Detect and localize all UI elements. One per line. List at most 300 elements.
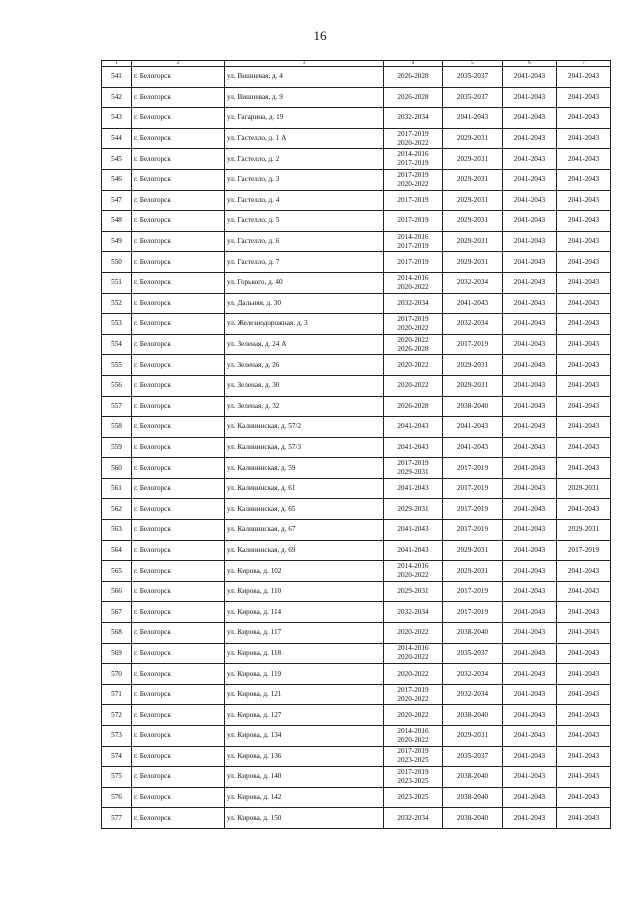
- row-city: г. Белогорск: [132, 540, 225, 561]
- period-value: 2038-2040: [456, 628, 489, 637]
- row-number: 549: [102, 231, 132, 252]
- period-value: 2017-2019: [397, 241, 429, 250]
- row-period-c7: [557, 581, 611, 602]
- period-value: 2017-2019: [456, 484, 489, 493]
- row-number: 575: [102, 767, 132, 788]
- period-value: 2041-2043: [513, 751, 546, 760]
- row-city: г. Белогорск: [132, 499, 225, 520]
- column-header: 6: [503, 61, 557, 67]
- period-value: 2041-2043: [513, 422, 546, 431]
- row-period-c6: [503, 169, 557, 190]
- period-value: 2041-2043: [513, 401, 546, 410]
- period-value: 2020-2022: [397, 694, 429, 703]
- row-number: 550: [102, 252, 132, 273]
- period-value: 2041-2043: [513, 195, 546, 204]
- row-city: г. Белогорск: [132, 746, 225, 767]
- row-address: ул. Калининская, д. 57/3: [225, 437, 384, 458]
- row-period-c6: [503, 334, 557, 355]
- row-period-c7: [557, 149, 611, 170]
- period-value: 2020-2022: [397, 735, 429, 744]
- period-value: 2041-2043: [567, 257, 600, 266]
- row-period-c7: [557, 684, 611, 705]
- row-address: ул. Калининская, д. 57/2: [225, 417, 384, 438]
- row-period-c6: [503, 561, 557, 582]
- row-address: ул. Гастелло, д. 5: [225, 211, 384, 232]
- period-value: 2041-2043: [513, 690, 546, 699]
- row-period-c5: [443, 561, 503, 582]
- period-value: 2041-2043: [567, 628, 600, 637]
- row-city: г. Белогорск: [132, 808, 225, 829]
- row-period-c6: [503, 746, 557, 767]
- row-number: 572: [102, 705, 132, 726]
- period-value: 2041-2043: [567, 751, 600, 760]
- row-period-c4: [384, 272, 443, 293]
- row-period-c7: [557, 767, 611, 788]
- row-period-c5: [443, 314, 503, 335]
- row-address: ул. Зеленая, д. 24 А: [225, 334, 384, 355]
- table-row: [102, 396, 611, 417]
- row-period-c4: [384, 437, 443, 458]
- period-value: 2014-2016: [397, 273, 429, 282]
- row-number: 543: [102, 108, 132, 129]
- row-period-c4: [384, 581, 443, 602]
- row-period-c7: [557, 664, 611, 685]
- row-address: ул. Кирова, д. 102: [225, 561, 384, 582]
- table-row: [102, 211, 611, 232]
- row-address: ул. Кирова, д. 110: [225, 581, 384, 602]
- row-city: г. Белогорск: [132, 478, 225, 499]
- period-value: 2041-2043: [567, 669, 600, 678]
- row-number: 562: [102, 499, 132, 520]
- row-period-c5: [443, 643, 503, 664]
- row-period-c6: [503, 67, 557, 88]
- row-period-c5: [443, 396, 503, 417]
- period-value: 2017-2019: [397, 216, 429, 225]
- table-row: [102, 272, 611, 293]
- period-value: 2026-2028: [397, 72, 429, 81]
- row-period-c6: [503, 767, 557, 788]
- row-address: ул. Гагарина, д. 19: [225, 108, 384, 129]
- row-period-c4: [384, 540, 443, 561]
- table-row: [102, 664, 611, 685]
- row-address: ул. Гастелло, д. 6: [225, 231, 384, 252]
- table-row: [102, 190, 611, 211]
- period-value: 2029-2031: [567, 484, 600, 493]
- row-address: ул. Кирова, д. 114: [225, 602, 384, 623]
- row-period-c5: [443, 478, 503, 499]
- period-value: 2029-2031: [456, 257, 489, 266]
- period-value: 2014-2016: [397, 562, 429, 571]
- period-value: 2020-2022: [397, 323, 429, 332]
- row-period-c7: [557, 231, 611, 252]
- period-value: 2020-2022: [397, 710, 429, 719]
- period-value: 2041-2043: [513, 566, 546, 575]
- row-period-c7: [557, 746, 611, 767]
- period-value: 2041-2043: [567, 72, 600, 81]
- period-value: 2029-2031: [456, 195, 489, 204]
- row-city: г. Белогорск: [132, 169, 225, 190]
- row-address: ул. Кирова, д. 142: [225, 787, 384, 808]
- period-value: 2041-2043: [567, 154, 600, 163]
- row-period-c4: [384, 499, 443, 520]
- row-period-c7: [557, 417, 611, 438]
- period-value: 2023-2025: [397, 756, 429, 765]
- period-value: 2020-2022: [397, 335, 429, 344]
- period-value: 2041-2043: [513, 648, 546, 657]
- period-value: 2014-2016: [397, 150, 429, 159]
- row-number: 551: [102, 272, 132, 293]
- period-value: 2026-2028: [397, 344, 429, 353]
- table-row: [102, 643, 611, 664]
- period-value: 2041-2043: [513, 669, 546, 678]
- row-city: г. Белогорск: [132, 211, 225, 232]
- row-city: г. Белогорск: [132, 149, 225, 170]
- period-value: 2017-2019: [397, 195, 429, 204]
- row-period-c4: [384, 664, 443, 685]
- row-period-c5: [443, 664, 503, 685]
- row-city: г. Белогорск: [132, 396, 225, 417]
- period-value: 2017-2019: [397, 747, 429, 756]
- row-period-c5: [443, 190, 503, 211]
- period-value: 2020-2022: [397, 628, 429, 637]
- period-value: 2038-2040: [456, 813, 489, 822]
- row-city: г. Белогорск: [132, 520, 225, 541]
- period-value: 2041-2043: [456, 442, 489, 451]
- row-period-c4: [384, 520, 443, 541]
- row-address: ул. Гастелло, д. 7: [225, 252, 384, 273]
- row-period-c5: [443, 128, 503, 149]
- period-value: 2041-2043: [513, 360, 546, 369]
- row-period-c4: [384, 458, 443, 479]
- row-period-c4: [384, 314, 443, 335]
- period-value: 2035-2037: [456, 648, 489, 657]
- column-header: 4: [384, 61, 443, 67]
- row-city: г. Белогорск: [132, 334, 225, 355]
- row-period-c4: [384, 211, 443, 232]
- row-period-c6: [503, 87, 557, 108]
- period-value: 2017-2019: [456, 525, 489, 534]
- period-value: 2041-2043: [513, 72, 546, 81]
- period-value: 2041-2043: [397, 545, 429, 554]
- period-value: 2020-2022: [397, 282, 429, 291]
- row-city: г. Белогорск: [132, 417, 225, 438]
- period-value: 2026-2028: [397, 401, 429, 410]
- row-period-c6: [503, 417, 557, 438]
- period-value: 2041-2043: [567, 566, 600, 575]
- period-value: 2038-2040: [456, 772, 489, 781]
- row-period-c6: [503, 272, 557, 293]
- row-period-c6: [503, 211, 557, 232]
- row-period-c5: [443, 581, 503, 602]
- period-value: 2017-2019: [397, 767, 429, 776]
- period-value: 2041-2043: [567, 648, 600, 657]
- period-value: 2032-2034: [456, 319, 489, 328]
- row-period-c7: [557, 726, 611, 747]
- row-period-c6: [503, 520, 557, 541]
- period-value: 2014-2016: [397, 232, 429, 241]
- period-value: 2032-2034: [456, 690, 489, 699]
- table-row: [102, 746, 611, 767]
- period-value: 2041-2043: [513, 381, 546, 390]
- period-value: 2014-2016: [397, 644, 429, 653]
- row-period-c6: [503, 581, 557, 602]
- period-value: 2041-2043: [567, 298, 600, 307]
- row-period-c6: [503, 705, 557, 726]
- period-value: 2020-2022: [397, 360, 429, 369]
- row-number: 571: [102, 684, 132, 705]
- period-value: 2029-2031: [456, 216, 489, 225]
- period-value: 2041-2043: [513, 442, 546, 451]
- period-value: 2038-2040: [456, 710, 489, 719]
- row-address: ул. Гастелло, д. 2: [225, 149, 384, 170]
- row-number: 554: [102, 334, 132, 355]
- row-address: ул. Кирова, д. 119: [225, 664, 384, 685]
- row-period-c4: [384, 767, 443, 788]
- period-value: 2038-2040: [456, 401, 489, 410]
- table-row: [102, 128, 611, 149]
- row-number: 563: [102, 520, 132, 541]
- period-value: 2041-2043: [513, 628, 546, 637]
- period-value: 2041-2043: [397, 422, 429, 431]
- row-address: ул. Кирова, д. 140: [225, 767, 384, 788]
- row-city: г. Белогорск: [132, 252, 225, 273]
- row-period-c5: [443, 417, 503, 438]
- period-value: 2029-2031: [456, 360, 489, 369]
- row-period-c6: [503, 231, 557, 252]
- row-period-c6: [503, 787, 557, 808]
- row-period-c5: [443, 231, 503, 252]
- table-row: [102, 314, 611, 335]
- row-period-c7: [557, 787, 611, 808]
- row-address: ул. Калининская, д. 69: [225, 540, 384, 561]
- period-value: 2041-2043: [513, 710, 546, 719]
- table-row: [102, 149, 611, 170]
- row-period-c4: [384, 149, 443, 170]
- row-period-c7: [557, 190, 611, 211]
- table-row: [102, 417, 611, 438]
- row-period-c6: [503, 437, 557, 458]
- table-row: [102, 808, 611, 829]
- row-number: 541: [102, 67, 132, 88]
- row-period-c4: [384, 252, 443, 273]
- row-address: ул. Вишневая, д. 4: [225, 67, 384, 88]
- period-value: 2017-2019: [456, 340, 489, 349]
- period-value: 2041-2043: [567, 278, 600, 287]
- row-period-c5: [443, 540, 503, 561]
- row-city: г. Белогорск: [132, 684, 225, 705]
- row-period-c7: [557, 808, 611, 829]
- row-period-c6: [503, 190, 557, 211]
- page-number: 16: [313, 28, 327, 43]
- row-address: ул. Вишневая, д. 9: [225, 87, 384, 108]
- row-period-c5: [443, 334, 503, 355]
- row-address: ул. Кирова, д. 150: [225, 808, 384, 829]
- row-number: 569: [102, 643, 132, 664]
- row-address: ул. Калининская, д. 61: [225, 478, 384, 499]
- table-row: [102, 334, 611, 355]
- period-value: 2041-2043: [567, 92, 600, 101]
- row-city: г. Белогорск: [132, 643, 225, 664]
- row-number: 568: [102, 623, 132, 644]
- row-address: ул. Калининская, д. 65: [225, 499, 384, 520]
- row-period-c6: [503, 808, 557, 829]
- row-period-c4: [384, 355, 443, 376]
- row-number: 561: [102, 478, 132, 499]
- table-row: [102, 767, 611, 788]
- row-address: ул. Кирова, д. 127: [225, 705, 384, 726]
- table-row: [102, 499, 611, 520]
- period-value: 2029-2031: [567, 525, 600, 534]
- period-value: 2041-2043: [513, 813, 546, 822]
- row-period-c5: [443, 705, 503, 726]
- row-period-c7: [557, 87, 611, 108]
- period-value: 2029-2031: [456, 154, 489, 163]
- row-period-c7: [557, 602, 611, 623]
- row-period-c4: [384, 334, 443, 355]
- period-value: 2041-2043: [513, 134, 546, 143]
- period-value: 2041-2043: [567, 319, 600, 328]
- period-value: 2041-2043: [567, 134, 600, 143]
- period-value: 2020-2022: [397, 653, 429, 662]
- table-row: [102, 437, 611, 458]
- row-city: г. Белогорск: [132, 767, 225, 788]
- register-table: [101, 60, 611, 829]
- table-row: [102, 375, 611, 396]
- period-value: 2041-2043: [513, 504, 546, 513]
- period-value: 2041-2043: [456, 298, 489, 307]
- row-city: г. Белогорск: [132, 190, 225, 211]
- row-period-c7: [557, 252, 611, 273]
- period-value: 2041-2043: [513, 278, 546, 287]
- period-value: 2032-2034: [397, 113, 429, 122]
- row-city: г. Белогорск: [132, 108, 225, 129]
- row-period-c4: [384, 87, 443, 108]
- period-value: 2041-2043: [513, 772, 546, 781]
- row-period-c4: [384, 293, 443, 314]
- row-period-c7: [557, 396, 611, 417]
- period-value: 2041-2043: [513, 216, 546, 225]
- table-row: [102, 252, 611, 273]
- period-value: 2041-2043: [567, 195, 600, 204]
- table-row: [102, 561, 611, 582]
- row-period-c6: [503, 458, 557, 479]
- table-row: [102, 67, 611, 88]
- period-value: 2041-2043: [567, 381, 600, 390]
- period-value: 2017-2019: [397, 685, 429, 694]
- row-period-c5: [443, 808, 503, 829]
- period-value: 2023-2025: [397, 776, 429, 785]
- period-value: 2032-2034: [456, 278, 489, 287]
- row-period-c7: [557, 540, 611, 561]
- row-period-c5: [443, 252, 503, 273]
- row-period-c6: [503, 396, 557, 417]
- row-city: г. Белогорск: [132, 314, 225, 335]
- row-period-c7: [557, 375, 611, 396]
- row-number: 566: [102, 581, 132, 602]
- row-period-c5: [443, 684, 503, 705]
- period-value: 2041-2043: [513, 175, 546, 184]
- table-row: [102, 520, 611, 541]
- row-number: 547: [102, 190, 132, 211]
- row-period-c4: [384, 808, 443, 829]
- row-number: 559: [102, 437, 132, 458]
- period-value: 2041-2043: [513, 113, 546, 122]
- row-number: 557: [102, 396, 132, 417]
- period-value: 2029-2031: [397, 468, 429, 477]
- row-period-c5: [443, 499, 503, 520]
- period-value: 2017-2019: [397, 459, 429, 468]
- row-address: ул. Гастелло, д. 4: [225, 190, 384, 211]
- column-header: 3: [225, 61, 384, 67]
- period-value: 2017-2019: [397, 159, 429, 168]
- period-value: 2020-2022: [397, 138, 429, 147]
- row-period-c5: [443, 458, 503, 479]
- row-city: г. Белогорск: [132, 128, 225, 149]
- row-period-c5: [443, 67, 503, 88]
- period-value: 2017-2019: [456, 607, 489, 616]
- row-period-c7: [557, 499, 611, 520]
- period-value: 2020-2022: [397, 571, 429, 580]
- row-number: 560: [102, 458, 132, 479]
- period-value: 2017-2019: [456, 463, 489, 472]
- table-row: [102, 355, 611, 376]
- row-address: ул. Железнодорожная, д. 3: [225, 314, 384, 335]
- period-value: 2041-2043: [513, 525, 546, 534]
- row-period-c7: [557, 478, 611, 499]
- row-number: 565: [102, 561, 132, 582]
- row-period-c4: [384, 561, 443, 582]
- row-address: ул. Кирова, д. 134: [225, 726, 384, 747]
- period-value: 2017-2019: [456, 504, 489, 513]
- row-city: г. Белогорск: [132, 67, 225, 88]
- row-city: г. Белогорск: [132, 87, 225, 108]
- period-value: 2041-2043: [567, 360, 600, 369]
- period-value: 2041-2043: [513, 793, 546, 802]
- row-address: ул. Калининская, д. 67: [225, 520, 384, 541]
- row-number: 548: [102, 211, 132, 232]
- table-row: [102, 540, 611, 561]
- row-number: 576: [102, 787, 132, 808]
- period-value: 2041-2043: [397, 484, 429, 493]
- row-number: 542: [102, 87, 132, 108]
- row-period-c5: [443, 149, 503, 170]
- table-row: [102, 108, 611, 129]
- table-row: [102, 623, 611, 644]
- row-period-c4: [384, 396, 443, 417]
- table-row: [102, 231, 611, 252]
- row-city: г. Белогорск: [132, 726, 225, 747]
- period-value: 2041-2043: [567, 113, 600, 122]
- row-period-c5: [443, 726, 503, 747]
- row-period-c6: [503, 602, 557, 623]
- period-value: 2041-2043: [513, 545, 546, 554]
- period-value: 2041-2043: [567, 710, 600, 719]
- row-period-c6: [503, 684, 557, 705]
- period-value: 2017-2019: [397, 129, 429, 138]
- row-period-c7: [557, 458, 611, 479]
- row-period-c7: [557, 67, 611, 88]
- period-value: 2041-2043: [513, 463, 546, 472]
- row-address: ул. Горького, д. 40: [225, 272, 384, 293]
- row-period-c7: [557, 520, 611, 541]
- period-value: 2017-2019: [397, 257, 429, 266]
- row-address: ул. Калининская, д. 59: [225, 458, 384, 479]
- period-value: 2029-2031: [456, 381, 489, 390]
- period-value: 2041-2043: [567, 607, 600, 616]
- row-period-c6: [503, 293, 557, 314]
- table-row: [102, 478, 611, 499]
- row-period-c4: [384, 746, 443, 767]
